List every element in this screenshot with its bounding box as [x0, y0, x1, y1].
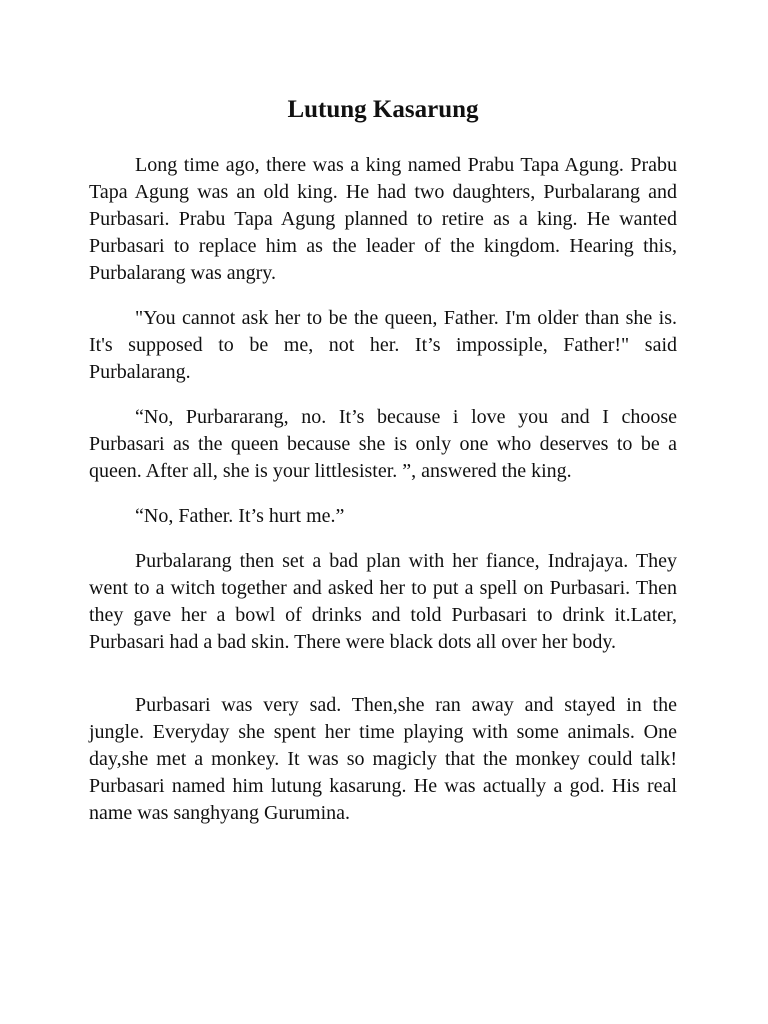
- paragraph-5: Purbalarang then set a bad plan with her fiance, Indrajaya. They went to a witch together and asked her to put a spell on Purbasari. Then they gave her a bowl of drinks and told Purbasari to drink it.Later, Purbasari had a bad skin. There were black dots all over her body.: [89, 550, 677, 653]
- document-title: Lutung Kasarung: [287, 96, 479, 123]
- paragraph-1: Long time ago, there was a king named Prabu Tapa Agung. Prabu Tapa Agung was an old king. He had two daughters, Purbalarang and Purbasari. Prabu Tapa Agung planned to retire as a king. He wanted Purbasari to replace him as the leader of the kingdom. Hearing this, Purbalarang was angry.: [89, 154, 677, 284]
- paragraph-2: "You cannot ask her to be the queen, Father. I'm older than she is. It's supposed to be me, not her. It’s impossiple, Father!" said Purbalarang.: [89, 307, 677, 383]
- paragraph-6: Purbasari was very sad. Then,she ran away and stayed in the jungle. Everyday she spent her time playing with some animals. One day,she met a monkey. It was so magicly that the monkey could talk! Purbasari named him lutung kasarung. He was actually a god. His real name was sanghyang Gurumina.: [89, 694, 677, 824]
- paragraph-4: “No, Father. It’s hurt me.”: [135, 505, 345, 527]
- paragraph-3: “No, Purbararang, no. It’s because i love you and I choose Purbasari as the queen because she is only one who deserves to be a queen. After all, she is your littlesister. ”, answered the king.: [89, 406, 677, 482]
- document-page: [89, 92, 677, 845]
